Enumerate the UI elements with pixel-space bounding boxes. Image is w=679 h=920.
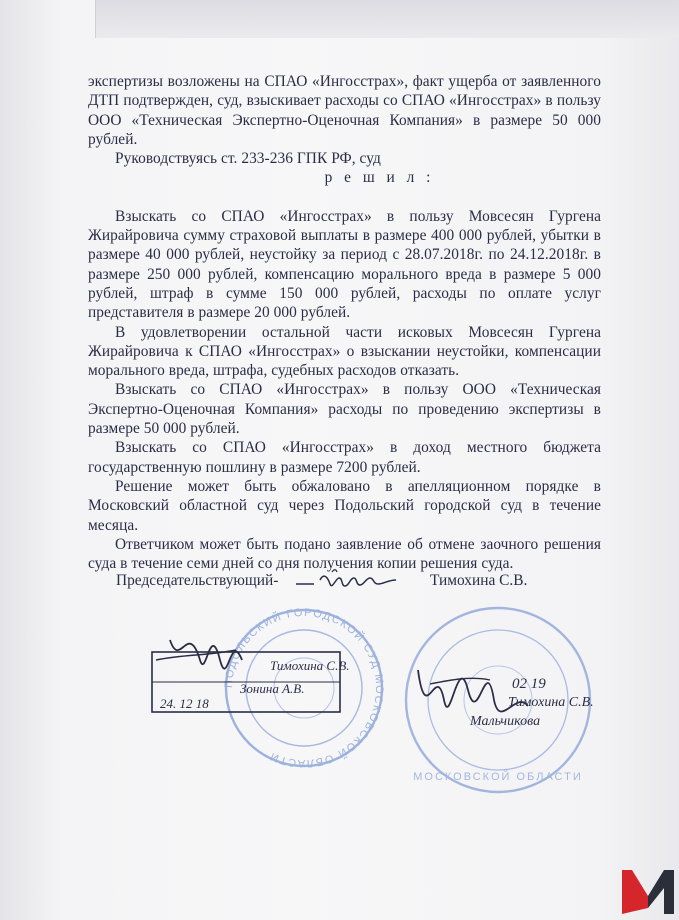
right-annotations — [418, 670, 594, 729]
paragraph-appeal: Решение может быть обжаловано в апелляционном порядке в Московский областной суд через Подольский городской суд в течение месяца. — [88, 477, 601, 534]
decision-heading: р е ш и л : — [324, 169, 435, 187]
paragraph-recover-main: Взыскать со СПАО «Ингосстрах» в пользу Мовсесян Гургена Жирайровича сумму страховой выплаты в размере 400 000 рублей, убытки в размере 40 000 рублей, неустойку за период с 28.07.2018г. по 24.12.2018г. в размере 250 000 рублей, компенсацию морального вреда в размере 5 000 рублей, штраф в сумме 150 000 рублей, расходы по оплате услуг представителя в размере 20 000 рублей. — [88, 207, 601, 322]
paragraph-deny-rest: В удовлетворении остальной части исковых Мовсесян Гургена Жирайровича к СПАО «Ингосстрах» о взыскании неустойки, компенсации морального вреда, штрафа, судебных расходов отказать. — [88, 323, 601, 380]
presiding-label: Председательствующий- — [116, 572, 279, 589]
presiding-name: Тимохина С.В. — [430, 572, 528, 589]
paragraph-expertise-costs: экспертизы возложены на СПАО «Ингосстрах», факт ущерба от заявленного ДТП подтвержден, суд, взыскивает расходы со СПАО «Ингосстрах» в пользу ООО «Техническая Экспертно-Оценочная Компания» в размере 50 000 рублей. — [88, 73, 601, 148]
paragraph-state-duty: Взыскать со СПАО «Ингосстрах» в доход местного бюджета государственную пошлину в размере 7200 рублей. — [88, 439, 601, 476]
signature-line — [116, 572, 586, 602]
paragraph-guided-by: Руководствуясь ст. 233-236 ГПК РФ, суд — [115, 150, 381, 168]
cert-date: 24. 12 18 — [160, 696, 209, 711]
stamp-left-text: ПОДОЛЬСКИЙ ГОРОДСКОЙ СУД МОСКОВСКОЙ ОБЛАСТИ — [222, 606, 386, 770]
document-body — [88, 72, 601, 573]
stamp-right-text: МОСКОВСКОЙ ОБЛАСТИ — [413, 771, 583, 783]
annotation-date: 02 19 — [512, 676, 546, 692]
annotation-name-2: Мальчикова — [470, 714, 541, 729]
certification-box — [152, 652, 350, 712]
paragraph-cancel-default: Ответчиком может быть подано заявление об отмене заочного решения суда в течение семи дней со дня получения копии решения суда. — [88, 535, 601, 573]
scan-fold-shadow — [95, 0, 679, 38]
paragraph-recover-expertise: Взыскать со СПАО «Ингосстрах» в пользу ООО «Техническая Экспертно-Оценочная Компания» расходы по проведению экспертизы в размере 50 000 рублей. — [88, 381, 601, 438]
stamps-and-signatures — [0, 600, 679, 830]
handwritten-signature — [292, 562, 422, 596]
cert-name-2: Зонина А.В. — [240, 681, 305, 696]
annotation-name-1: Тимохина С.В. — [508, 695, 594, 710]
site-logo — [622, 866, 674, 914]
cert-name-1: Тимохина С.В. — [270, 658, 350, 673]
